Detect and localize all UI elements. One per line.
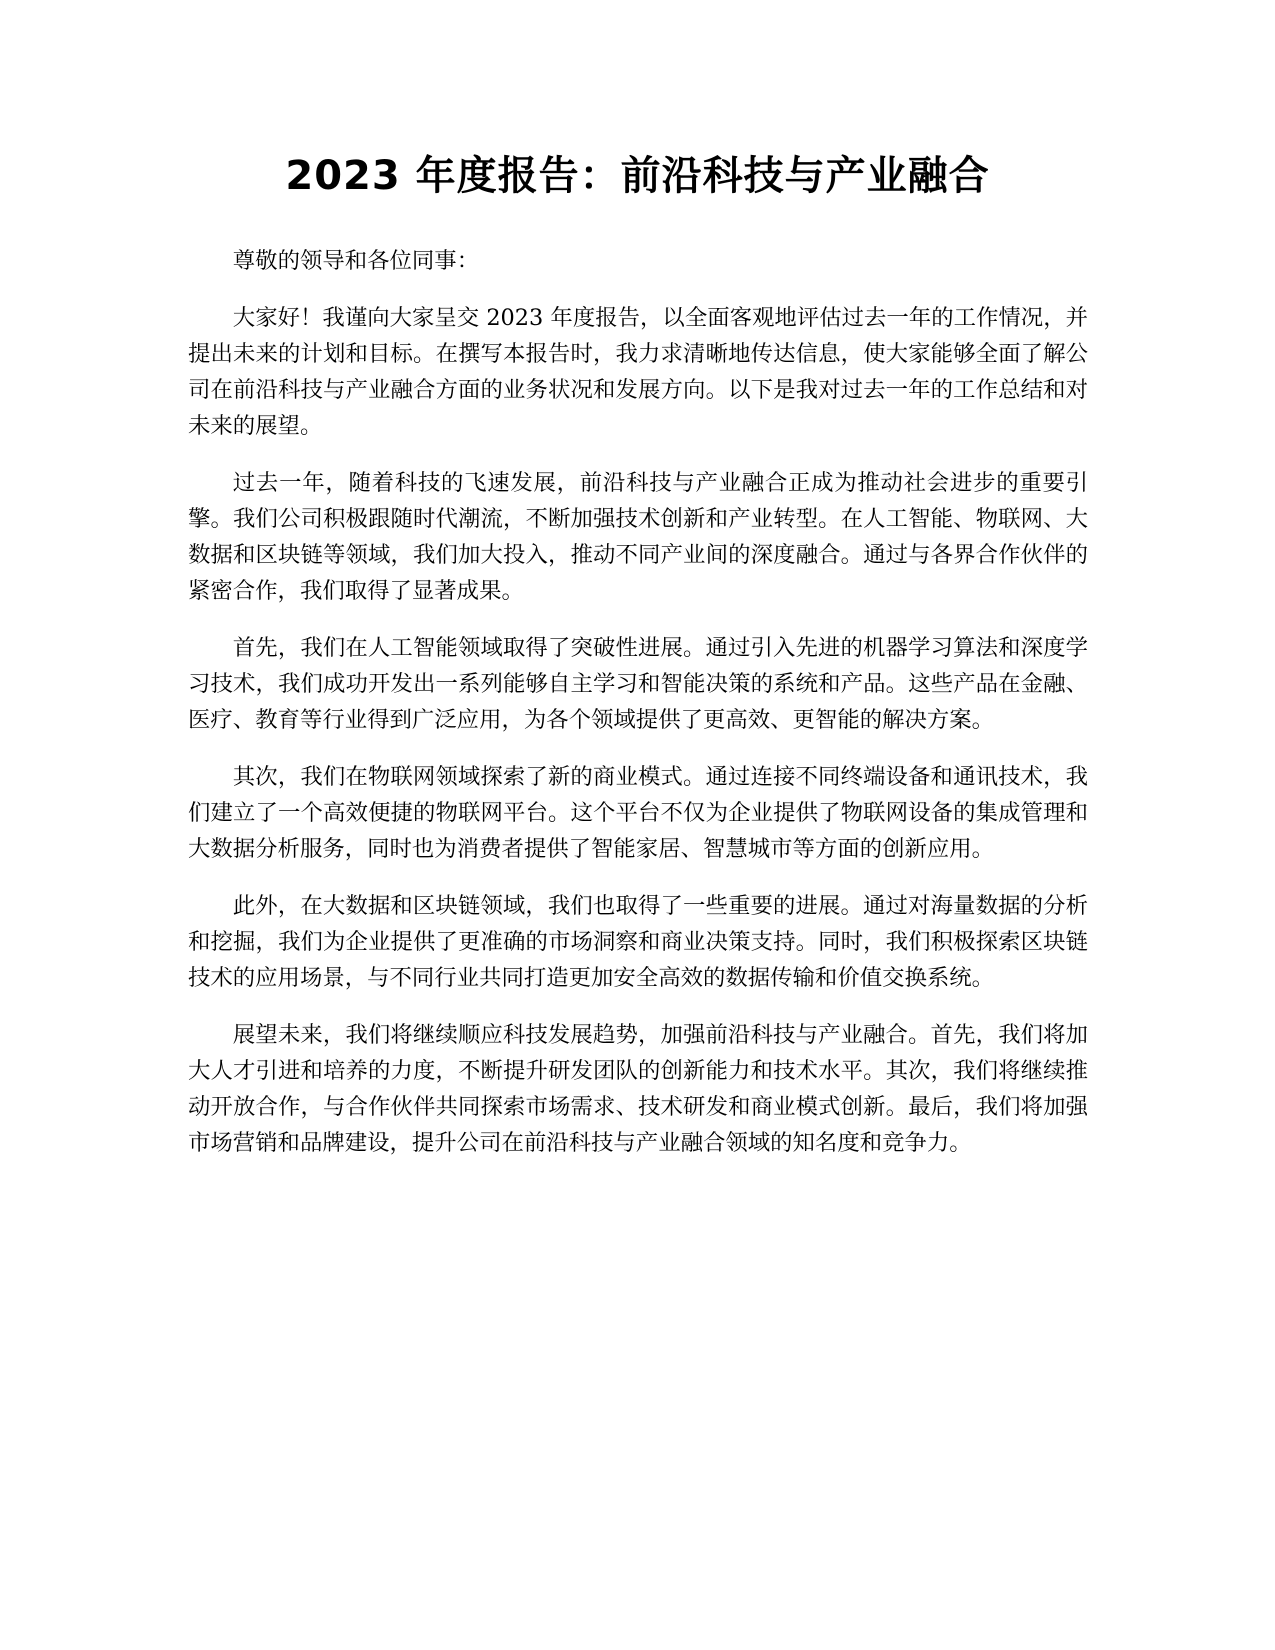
document-title: 2023 年度报告：前沿科技与产业融合 [285,153,990,199]
document-body [188,243,1088,1182]
paragraph-outlook: 展望未来，我们将继续顺应科技发展趋势，加强前沿科技与产业融合。首先，我们将加大人才引进和培养的力度，不断提升研发团队的创新能力和技术水平。其次，我们将继续推动开放合作，与合作伙伴共同探索市场需求、技术研发和商业模式创新。最后，我们将加强市场营销和品牌建设，提升公司在前沿科技与产业融合领域的知名度和竞争力。 [188,1022,1088,1156]
paragraph-iot: 其次，我们在物联网领域探索了新的商业模式。通过连接不同终端设备和通讯技术，我们建立了一个高效便捷的物联网平台。这个平台不仅为企业提供了物联网设备的集成管理和大数据分析服务，同时也为消费者提供了智能家居、智慧城市等方面的创新应用。 [188,764,1088,862]
paragraph-intro: 大家好！我谨向大家呈交 2023 年度报告，以全面客观地评估过去一年的工作情况，并提出未来的计划和目标。在撰写本报告时，我力求清晰地传达信息，使大家能够全面了解公司在前沿科技与产业融合方面的业务状况和发展方向。以下是我对过去一年的工作总结和对未来的展望。 [188,305,1088,439]
paragraph-bigdata-blockchain: 此外，在大数据和区块链领域，我们也取得了一些重要的进展。通过对海量数据的分析和挖掘，我们为企业提供了更准确的市场洞察和商业决策支持。同时，我们积极探索区块链技术的应用场景，与不同行业共同打造更加安全高效的数据传输和价值交换系统。 [188,893,1088,991]
paragraph-ai: 首先，我们在人工智能领域取得了突破性进展。通过引入先进的机器学习算法和深度学习技术，我们成功开发出一系列能够自主学习和智能决策的系统和产品。这些产品在金融、医疗、教育等行业得到广泛应用，为各个领域提供了更高效、更智能的解决方案。 [188,635,1088,733]
paragraph-past-year: 过去一年，随着科技的飞速发展，前沿科技与产业融合正成为推动社会进步的重要引擎。我们公司积极跟随时代潮流，不断加强技术创新和产业转型。在人工智能、物联网、大数据和区块链等领域，我们加大投入，推动不同产业间的深度融合。通过与各界合作伙伴的紧密合作，我们取得了显著成果。 [188,470,1088,604]
salutation: 尊敬的领导和各位同事： [232,248,480,274]
